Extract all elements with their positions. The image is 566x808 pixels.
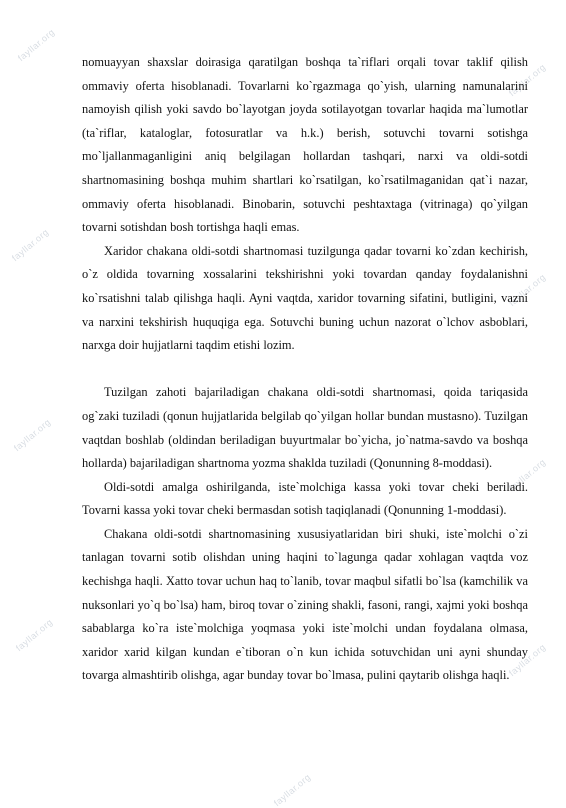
paragraph: Chakana oldi-sotdi shartnomasining xususiyatlaridan biri shuki, iste`molchi o`zi tanlagan tovarni sotib olishdan uning haqini to`lagunga qadar xohlagan vaqtda voz kechishga haqli. Xatto tovar uchun haq to`lanib, tovar maqbul sifatli bo`lsa (kamchilik va nuksonlari yo`q bo`lsa) ham, biroq tovar o`zining shakli, fasoni, rangi, xajmi yoki boshqa sabablarga ko`ra iste`molchiga yoqmasa yoki iste`molchi undan foydalana olmasa, xaridor xarid kilgan kundan e`tiboran o`n kun ichida sotuvchidan uni ayni shunday tovarga almashtirib olishga, agar bunday tovar bo`lmasa, pulini qaytarib olishga haqli. xyxy=(82,526,528,683)
document-body xyxy=(82,51,528,688)
watermark: fayllar.org xyxy=(506,641,548,679)
watermark: fayllar.org xyxy=(271,771,313,808)
watermark: fayllar.org xyxy=(506,271,548,309)
paragraph: Xaridor chakana oldi-sotdi shartnomasi tuzilgunga qadar tovarni ko`zdan kechirish, o`z oldida tovarning xossalarini tekshirishni yoki tovardan qanday foydalanishni ko`rsatishni talab qilishga haqli. Ayni vaqtda, xaridor tovarning sifatini, butligini, vazni va narxini tekshirish huquqiga ega. Sotuvchi buning uchun nazorat o`lchov asboblari, narxga doir hujjatlarni taqdim etishi lozim. xyxy=(82,243,528,353)
paragraph: nomuayyan shaxslar doirasiga qaratilgan boshqa ta`riflari orqali tovar taklif qilish ommaviy oferta hisoblanadi. Tovarlarni ko`rgazmaga qo`yish, ularning namunalarini namoyish qilish yoki savdo bo`layotgan joyda sotilayotgan tovarlar haqida ma`lumotlar (ta`riflar, kataloglar, fotosuratlar va h.k.) berish, sotuvchi tovarni sotishga mo`ljallanmaganligini aniq belgilagan hollardan tashqari, narxi va oldi-sotdi shartnomasining boshqa muhim shartlari ko`rsatilgan, ko`rsatilmaganidan qat`i nazar, ommaviy oferta hisoblanadi. Binobarin, sotuvchi peshtaxtaga (vitrinaga) qo`yilgan tovarni sotishdan bosh tortishga haqli emas. xyxy=(82,55,528,235)
paragraph: Tuzilgan zahoti bajariladigan chakana oldi-sotdi shartnomasi, qoida tariqasida og`zaki tuziladi (qonun hujjatlarida belgilab qo`yilgan hollar bundan mustasno). Tuzilgan vaqtdan boshlab (oldindan beriladigan buyurtmalar bo`yicha, jo`natma-savdo va boshqa hollarda) bajariladigan shartnoma yozma shaklda tuziladi (Qonunning 8-moddasi). xyxy=(82,385,528,471)
watermark: fayllar.org xyxy=(11,416,53,454)
paragraph: Oldi-sotdi amalga oshirilganda, iste`molchiga kassa yoki tovar cheki beriladi. Tovarni kassa yoki tovar cheki bermasdan sotish taqiqlanadi (Qonunning 1-moddasi). xyxy=(82,479,528,518)
watermark: fayllar.org xyxy=(15,26,57,64)
watermark: fayllar.org xyxy=(506,456,548,494)
watermark: fayllar.org xyxy=(13,616,55,654)
watermark: fayllar.org xyxy=(9,226,51,264)
paragraph-gap xyxy=(82,358,528,382)
watermark: fayllar.org xyxy=(506,61,548,99)
